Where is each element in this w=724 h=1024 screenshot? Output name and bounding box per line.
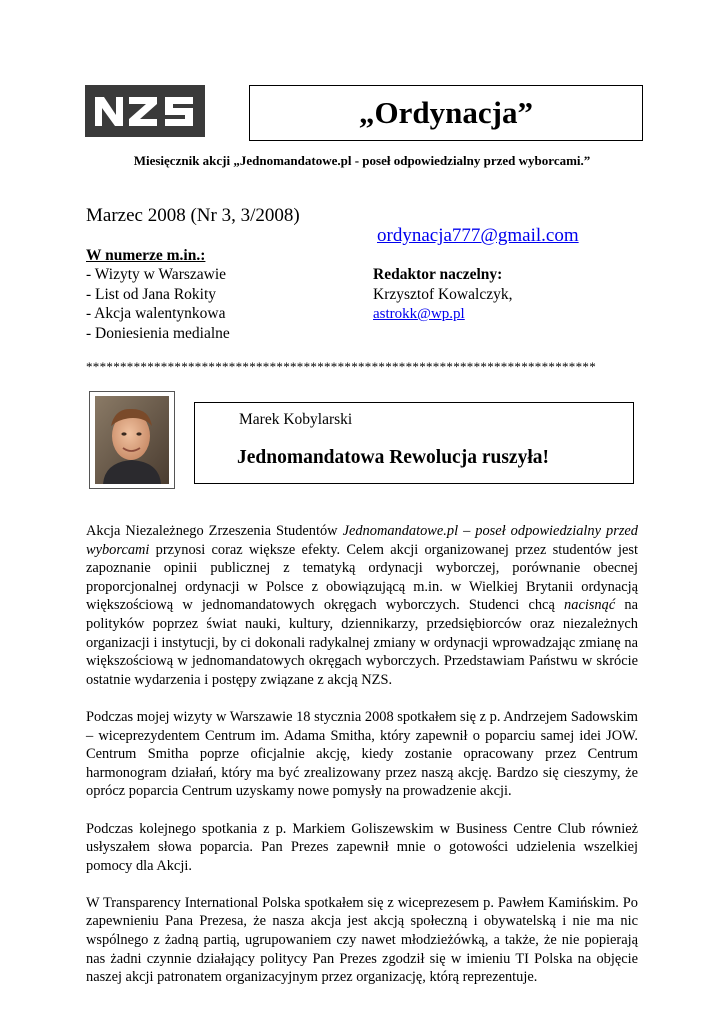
article-body — [86, 522, 638, 1005]
issue-date: Marzec 2008 (Nr 3, 3/2008) — [86, 205, 300, 226]
contents-heading: W numerze m.in.: — [86, 247, 206, 264]
contents-item: - Doniesienia medialne — [86, 324, 230, 342]
paragraph-italic-text: nacisnąć — [564, 597, 616, 614]
paragraph-text: przynosi coraz większe efekty. Celem akcji organizowanej przez studentów jest zapoznanie opinii publicznej z tematyką ordynacji wyborczej, porównanie obecnej proporcjonalnej ordynacji w Polsce z obowiązującą m.in. w Wielkiej Brytanii ordynacją większościową w jednomandatowych okręgach wyborczych. Studenci chcą — [86, 541, 638, 614]
paragraph-text: na polityków poprzez świat nauki, kultury, dziennikarzy, przedsiębiorców oraz niezależnych organizacji i instytucji, by ci dokonali radykalnej zmiany w ordynacji wprowadzając zmianę na większościową w jednomandatowych okręgach wyborczych. Przedstawiam Państwu w skrócie ostatnie wydarzenia i postępy związane z akcją NZS. — [86, 597, 638, 688]
article-header-box — [194, 402, 634, 484]
paragraph-text: Akcja Niezależnego Zrzeszenia Studentów — [86, 523, 343, 539]
contents-item: - List od Jana Rokity — [86, 285, 217, 303]
editor-email-link[interactable]: astrokk@wp.pl — [373, 306, 465, 322]
article-paragraph: Podczas mojej wizyty w Warszawie 18 stycznia 2008 spotkałem się z p. Andrzejem Sadowskim – wiceprezydentem Centrum im. Adama Smitha, który zapewnił o poparciu samej idei JOW. Centrum Smitha poprze oficjalnie akcję, kiedy zostanie opracowany przez Centrum harmonogram działań, który ma być zrealizowany przez naszą akcję. Bardzo się cieszymy, że oprócz poparcia Centrum uzyskamy nowe pomysły na prowadzenie akcji. — [86, 708, 638, 800]
article-paragraph — [86, 522, 638, 689]
author-portrait-image — [95, 396, 169, 484]
article-paragraph: Podczas kolejnego spotkania z p. Markiem Goliszewskim w Business Centre Club również usłyszałem słowa poparcia. Pan Prezes zapewnił mnie o gotowości udzielenia wszelkiej pomocy dla Akcji. — [86, 820, 638, 874]
article-paragraph: W Transparency International Polska spotkałem się z wiceprezesem p. Pawłem Kamińskim. Po zapewnieniu Pana Prezesa, że nasza akcja jest akcją społeczną i obywatelską i nie ma nic wspólnego z żadną partią, ugrupowaniem czy nawet młodzieżówką, a także, że nie popierają nas żadni czynnie działający politycy Pan Prezes zgodził się w imieniu TI Polska na objęcie naszej akcji patronatem organizacyjnym przez organizację, którą reprezentuje. — [86, 894, 638, 986]
editor-block — [373, 265, 512, 325]
newsletter-title: „Ordynacja” — [359, 95, 533, 130]
editor-name: Krzysztof Kowalczyk, — [373, 285, 513, 303]
editor-label: Redaktor naczelny: — [373, 266, 503, 283]
article-author: Marek Kobylarski — [239, 411, 353, 428]
author-photo — [89, 391, 175, 489]
paragraph-italic-text: Jednomandatowe.pl – poseł odpowiedzialny przed wyborcami — [86, 523, 638, 558]
newsletter-subtitle: Miesięcznik akcji „Jednomandatowe.pl - poseł odpowiedzialny przed wyborcami.” — [133, 153, 591, 168]
contents-list — [86, 265, 230, 343]
nzs-logo — [85, 85, 205, 137]
contents-item: - Akcja walentynkowa — [86, 305, 226, 322]
newsletter-title-box — [249, 85, 643, 141]
newsletter-email-link[interactable]: ordynacja777@gmail.com — [377, 225, 579, 246]
separator-line: *************************************************************************** — [86, 359, 596, 374]
nzs-logo-graphic — [85, 85, 205, 137]
contents-item: - Wizyty w Warszawie — [86, 266, 227, 283]
article-title: Jednomandatowa Rewolucja ruszyła! — [237, 447, 549, 468]
